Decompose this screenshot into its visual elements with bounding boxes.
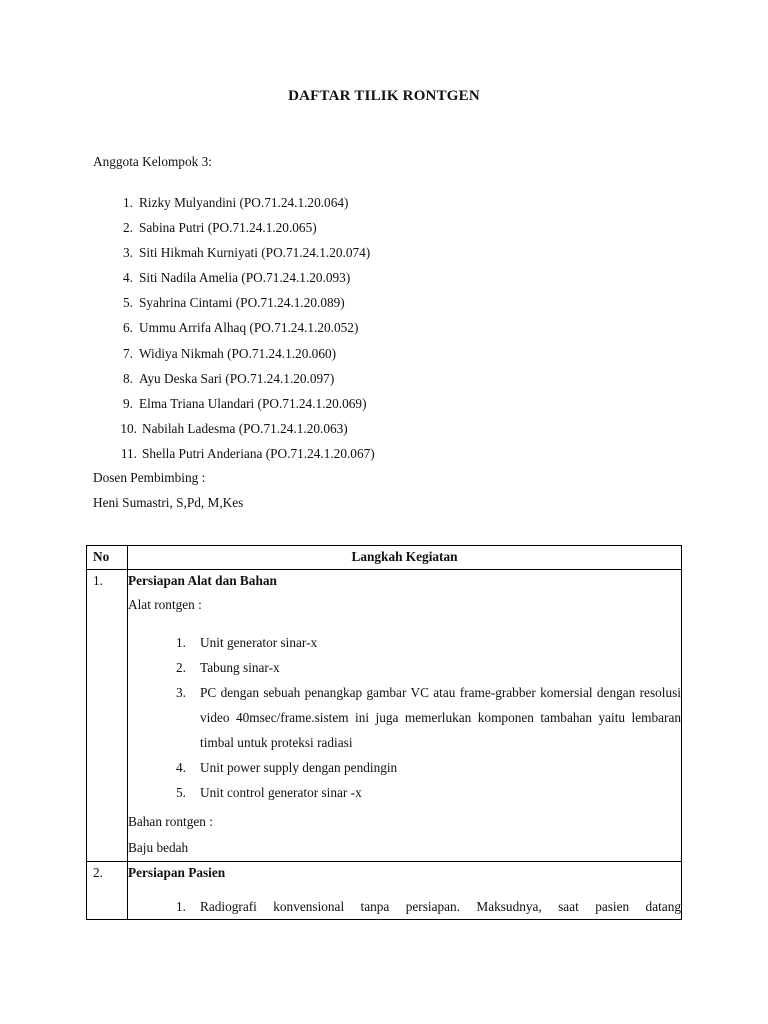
list-item: 1. Unit generator sinar-x: [176, 635, 318, 650]
materials-value: Baju bedah: [128, 840, 189, 855]
members-heading: Anggota Kelompok 3:: [93, 154, 212, 169]
table-header-row: [87, 546, 682, 570]
list-item: 8. Ayu Deska Sari (PO.71.24.1.20.097): [123, 370, 335, 386]
list-item: 3. PC dengan sebuah penangkap gambar VC atau frame-grabber komersial dengan resolusi video 40msec/frame.sistem ini juga memerlukan komponen tambahan yaitu lembaran timbal untuk proteksi radiasi: [176, 685, 681, 750]
list-item: 2. Tabung sinar-x: [176, 660, 280, 675]
list-item: 10. Nabilah Ladesma (PO.71.24.1.20.063): [120, 420, 348, 436]
patient-prep-list: [128, 894, 681, 919]
table-row: [87, 570, 682, 862]
list-item: 2. Sabina Putri (PO.71.24.1.20.065): [123, 220, 317, 236]
list-item: 1. Rizky Mulyandini (PO.71.24.1.20.064): [123, 195, 349, 210]
row-number: 1.: [93, 573, 103, 588]
list-item: 5. Syahrina Cintami (PO.71.24.1.20.089): [123, 295, 345, 311]
header-step: Langkah Kegiatan: [128, 546, 682, 570]
list-item: 5. Unit control generator sinar -x: [176, 785, 362, 800]
list-item: 7. Widiya Nikmah (PO.71.24.1.20.060): [123, 345, 337, 361]
list-item: 11. Shella Putri Anderiana (PO.71.24.1.20.067): [120, 445, 375, 461]
supervisor-heading: Dosen Pembimbing :: [93, 470, 206, 485]
list-item: 4. Siti Nadila Amelia (PO.71.24.1.20.093): [123, 270, 351, 286]
list-item: 4. Unit power supply dengan pendingin: [176, 760, 398, 775]
supervisor-name: Heni Sumastri, S,Pd, M,Kes: [93, 495, 244, 510]
tools-list: [128, 630, 681, 805]
table-row: [87, 862, 682, 920]
list-item: 9. Elma Triana Ulandari (PO.71.24.1.20.069): [123, 395, 367, 411]
section-title: Persiapan Alat dan Bahan: [128, 573, 277, 588]
tools-label: Alat rontgen :: [128, 597, 202, 612]
members-list: [93, 192, 375, 468]
document-title: DAFTAR TILIK RONTGEN: [288, 88, 480, 104]
steps-table: [86, 545, 682, 920]
list-item: 3. Siti Hikmah Kurniyati (PO.71.24.1.20.074): [123, 245, 371, 261]
row-number: 2.: [93, 865, 103, 880]
list-item: 6. Ummu Arrifa Alhaq (PO.71.24.1.20.052): [123, 320, 359, 336]
header-no: No: [87, 546, 128, 570]
list-item: 1. Radiografi konvensional tanpa persiapan. Maksudnya, saat pasien datang: [176, 899, 681, 914]
section-title: Persiapan Pasien: [128, 865, 226, 880]
materials-label: Bahan rontgen :: [128, 814, 213, 829]
